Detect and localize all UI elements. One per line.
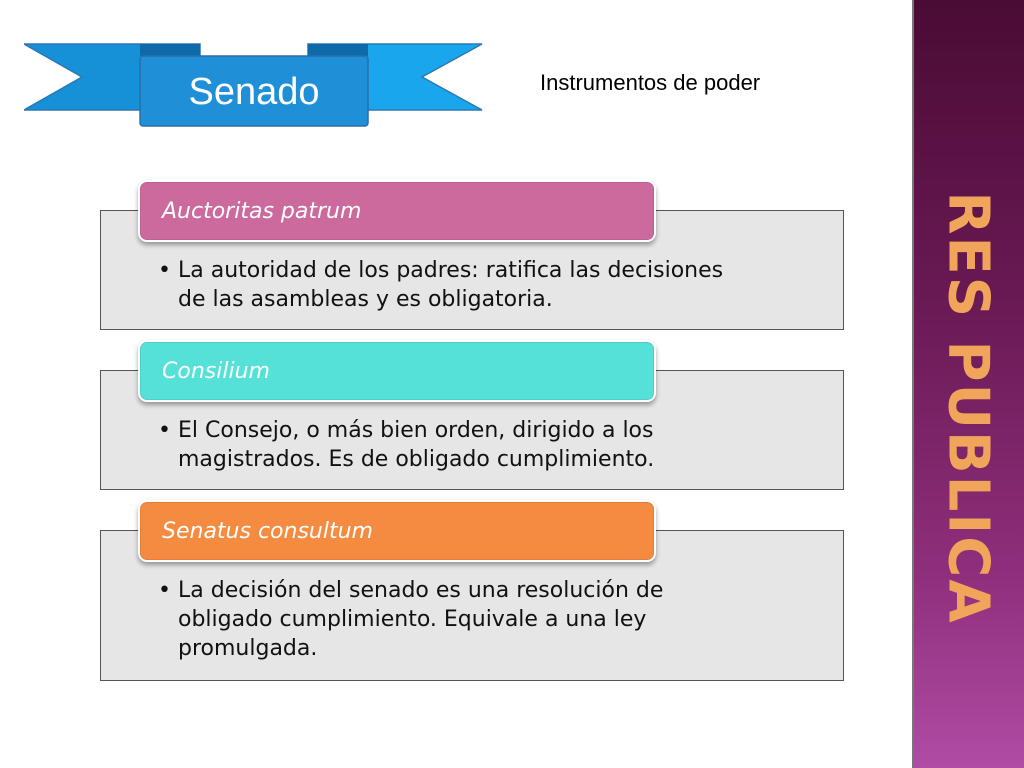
block-header-senatus-consultum: Senatus consultum (138, 500, 656, 562)
bullet-text (178, 256, 723, 314)
bullet-item-auctoritas (158, 256, 798, 314)
slide-subtitle: Instrumentos de poder (540, 70, 761, 95)
bullet-line-2: obligado cumplimiento. Equivale a una ley (178, 607, 647, 632)
bullet-line-2: de las asambleas y es obligatoria. (178, 287, 553, 312)
block-header-consilium: Consilium (138, 340, 656, 402)
side-title: RES PUBLICA (935, 191, 1001, 625)
banner-label: Senado (188, 70, 320, 113)
bullet-line-2: magistrados. Es de obligado cumplimiento. (178, 447, 655, 472)
block-header-auctoritas: Auctoritas patrum (138, 180, 656, 242)
banner-right-fold (308, 44, 368, 56)
bullet-line-1: El Consejo, o más bien orden, dirigido a los (178, 418, 654, 443)
bullet-text (178, 576, 663, 663)
bullet-item-senatus-consultum (158, 576, 798, 663)
bullet-line-1: La autoridad de los padres: ratifica las decisiones (178, 258, 724, 283)
bullet-line-1: La decisión del senado es una resolución de (178, 578, 664, 603)
bullet-marker: • (158, 258, 171, 283)
bullet-text (178, 416, 654, 474)
bullet-line-3: promulgada. (178, 636, 318, 661)
bullet-marker: • (158, 578, 171, 603)
bullet-item-consilium (158, 416, 798, 474)
bullet-marker: • (158, 418, 171, 443)
banner-left-fold (140, 44, 200, 56)
